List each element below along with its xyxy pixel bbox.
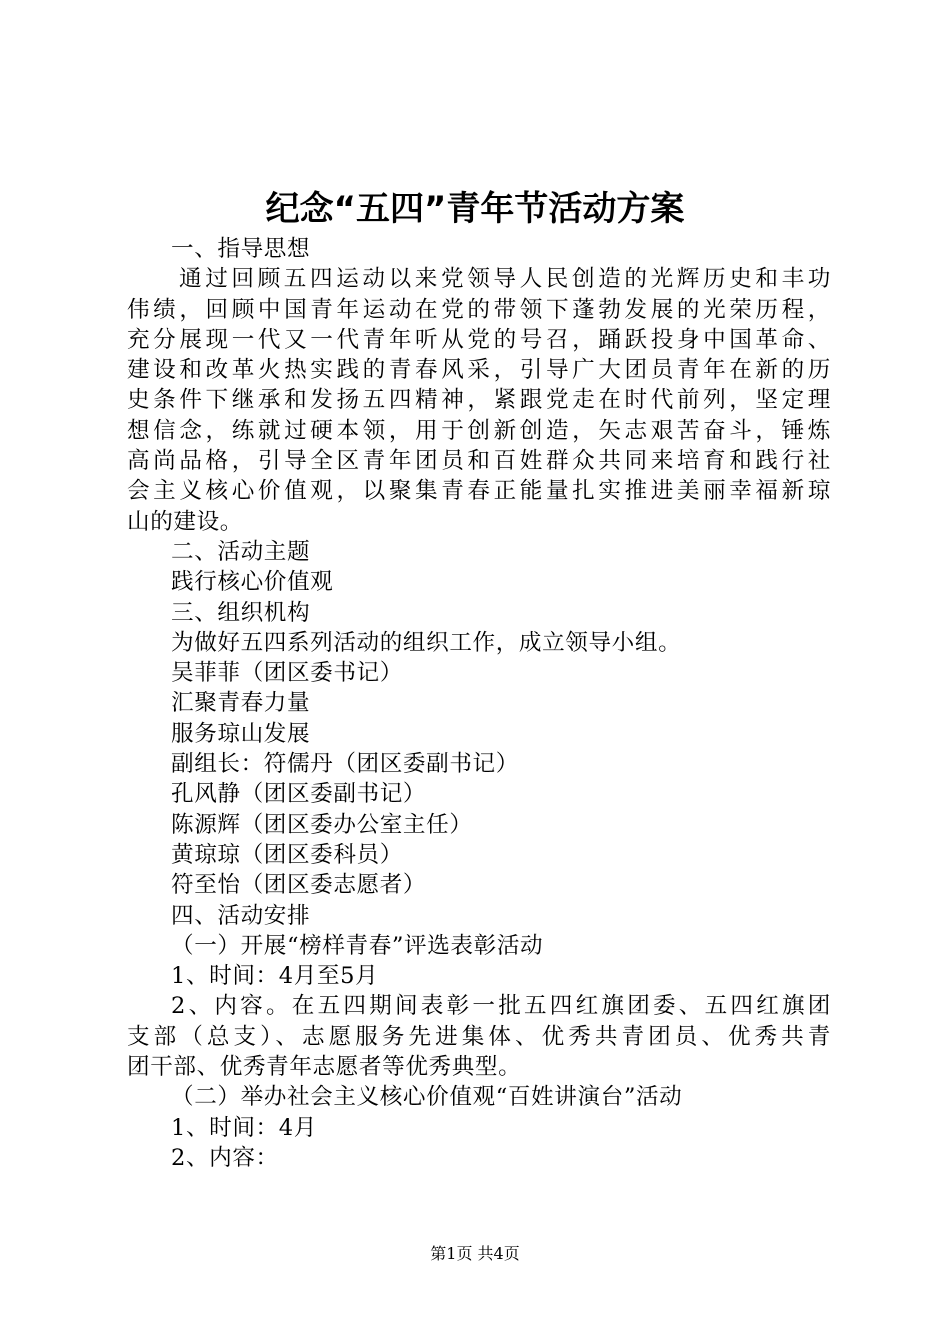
paragraph-line: 会主义核心价值观，以聚集青春正能量扎实推进美丽幸福新琼	[127, 478, 831, 505]
text-line: 1、时间：4月至5月	[171, 963, 379, 990]
text-line: 副组长：符儒丹（团区委副书记）	[171, 751, 519, 778]
document-title: 纪念“五四”青年节活动方案	[265, 189, 685, 229]
text-line: 1、时间：4月	[171, 1114, 317, 1141]
paragraph-line: 建设和改革火热实践的青春风采，引导广大团员青年在新的历	[127, 357, 831, 384]
paragraph-line: 想信念，练就过硬本领，用于创新创造，矢志艰苦奋斗，锤炼	[127, 417, 831, 444]
paragraph-line: 团干部、优秀青年志愿者等优秀典型。	[127, 1054, 522, 1081]
subsection-heading: （二）举办社会主义核心价值观“百姓讲演台”活动	[171, 1084, 683, 1111]
section-heading: 三、组织机构	[171, 599, 311, 626]
section-heading: 四、活动安排	[171, 902, 311, 929]
paragraph-line: 史条件下继承和发扬五四精神，紧跟党走在时代前列，坚定理	[127, 387, 831, 414]
text-line: 黄琼琼（团区委科员）	[171, 841, 403, 868]
paragraph-line: 2、内容。在五四期间表彰一批五四红旗团委、五四红旗团	[171, 993, 831, 1020]
paragraph-line: 支部（总支）、志愿服务先进集体、优秀共青团员、优秀共青	[127, 1023, 831, 1050]
text-line: 服务琼山发展	[171, 720, 311, 747]
text-line: 为做好五四系列活动的组织工作，成立领导小组。	[171, 629, 682, 656]
section-heading: 二、活动主题	[171, 538, 311, 565]
text-line: 汇聚青春力量	[171, 690, 311, 717]
text-line: 孔风静（团区委副书记）	[171, 781, 427, 808]
text-line: 陈源辉（团区委办公室主任）	[171, 811, 473, 838]
document-body	[127, 234, 831, 1173]
subsection-heading: （一）开展“榜样青春”评选表彰活动	[171, 932, 544, 959]
paragraph-line: 充分展现一代又一代青年听从党的号召，踊跃投身中国革命、	[127, 326, 831, 353]
paragraph-line: 高尚品格，引导全区青年团员和百姓群众共同来培育和践行社	[127, 448, 831, 475]
text-line: 符至怡（团区委志愿者）	[171, 872, 427, 899]
paragraph-line: 通过回顾五四运动以来党领导人民创造的光辉历史和丰功	[179, 266, 831, 293]
text-line: 吴菲菲（团区委书记）	[171, 660, 403, 687]
paragraph-line: 伟绩，回顾中国青年运动在党的带领下蓬勃发展的光荣历程，	[127, 296, 831, 323]
page-number-footer: 第1页 共4页	[430, 1244, 520, 1263]
text-line: 2、内容：	[171, 1144, 279, 1171]
section-heading: 一、指导思想	[171, 236, 311, 262]
paragraph-line: 山的建设。	[127, 508, 243, 535]
text-line: 践行核心价值观	[171, 569, 334, 596]
